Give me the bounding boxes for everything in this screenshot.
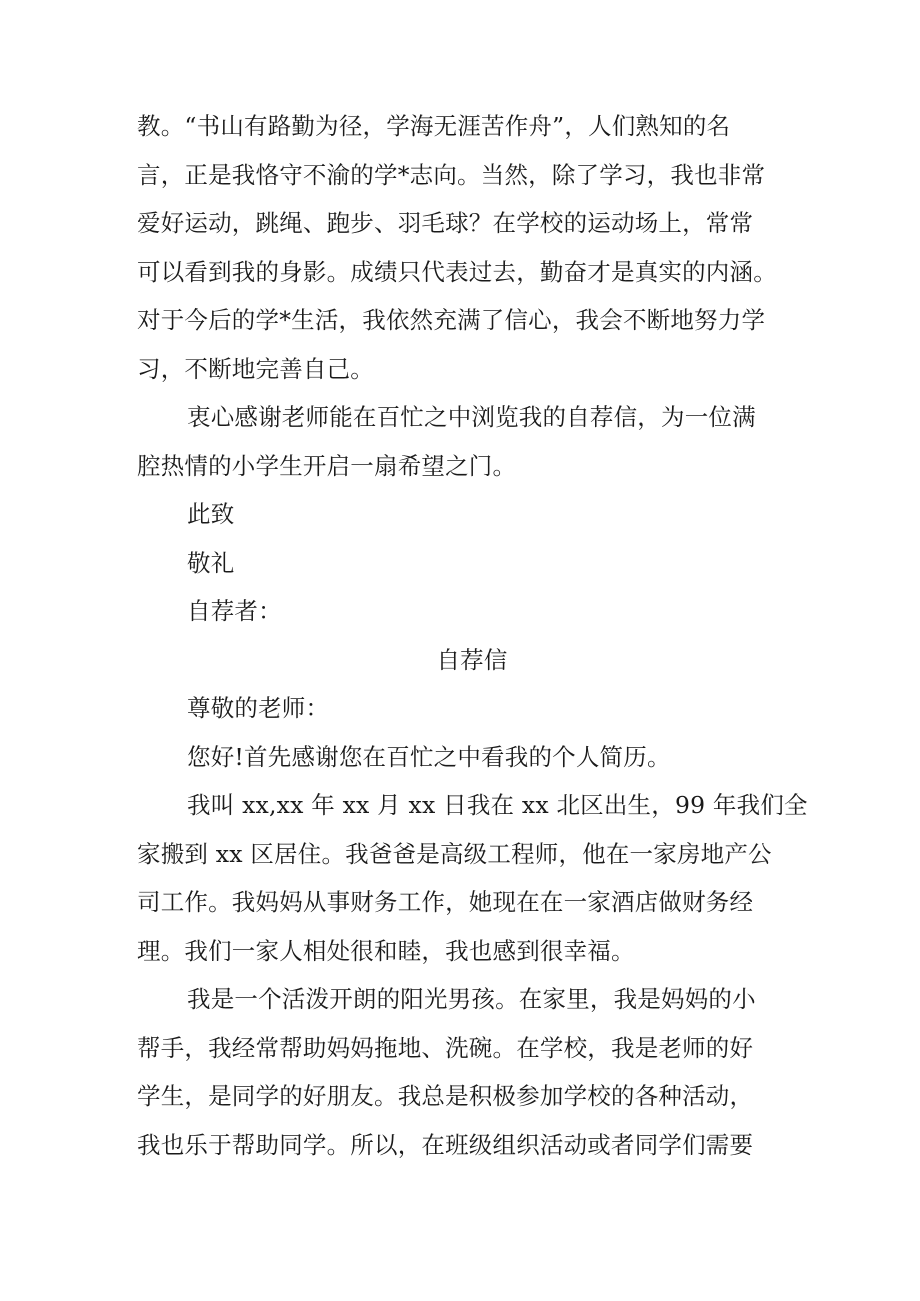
text-line: 理。我们一家人相处很和睦，我也感到很幸福。: [137, 936, 635, 965]
paragraph-start-line: 衷心感谢老师能在百忙之中浏览我的自荐信，为一位满: [187, 403, 756, 431]
document-body: [137, 102, 807, 1169]
closing-salutation: 此致: [187, 500, 235, 528]
closing-regards: 敬礼: [187, 548, 235, 577]
text-line: 腔热情的小学生开启一扇希望之门。: [137, 451, 517, 480]
text-line: 言，正是我恪守不渝的学*志向。当然，除了学习，我也非常: [137, 160, 766, 189]
text-line: 我也乐于帮助同学。所以，在班级组织活动或者同学们需要: [137, 1130, 754, 1159]
text-line: 可以看到我的身影。成绩只代表过去，勤奋才是真实的内涵。: [137, 257, 777, 286]
paragraph-start-line: 我叫 xx,xx 年 xx 月 xx 日我在 xx 北区出生，99 年我们全: [187, 791, 808, 819]
text-line: 司工作。我妈妈从事财务工作，她现在在一家酒店做财务经: [137, 888, 754, 916]
text-line: 家搬到 xx 区居住。我爸爸是高级工程师，他在一家房地产公: [137, 839, 772, 868]
paragraph-start-line: 您好!首先感谢您在百忙之中看我的个人简历。: [187, 742, 671, 771]
greeting: 尊敬的老师：: [187, 694, 330, 722]
text-line: 教。“书山有路勤为径，学海无涯苦作舟”，人们熟知的名: [137, 112, 731, 140]
text-line: 爱好运动，跳绳、跑步、羽毛球？在学校的运动场上，常常: [137, 209, 754, 237]
paragraph-start-line: 我是一个活泼开朗的阳光男孩。在家里，我是妈妈的小: [187, 985, 756, 1013]
text-line: 帮手，我经常帮助妈妈拖地、洗碗。在学校，我是老师的好: [137, 1033, 754, 1062]
signature-label: 自荐者：: [187, 597, 282, 625]
letter-title: 自荐信: [436, 645, 508, 674]
text-line: 对于今后的学*生活，我依然充满了信心，我会不断地努力学: [137, 306, 766, 334]
text-line: 学生，是同学的好朋友。我总是积极参加学校的各种活动，: [137, 1082, 754, 1110]
text-line: 习，不断地完善自己。: [137, 354, 374, 383]
